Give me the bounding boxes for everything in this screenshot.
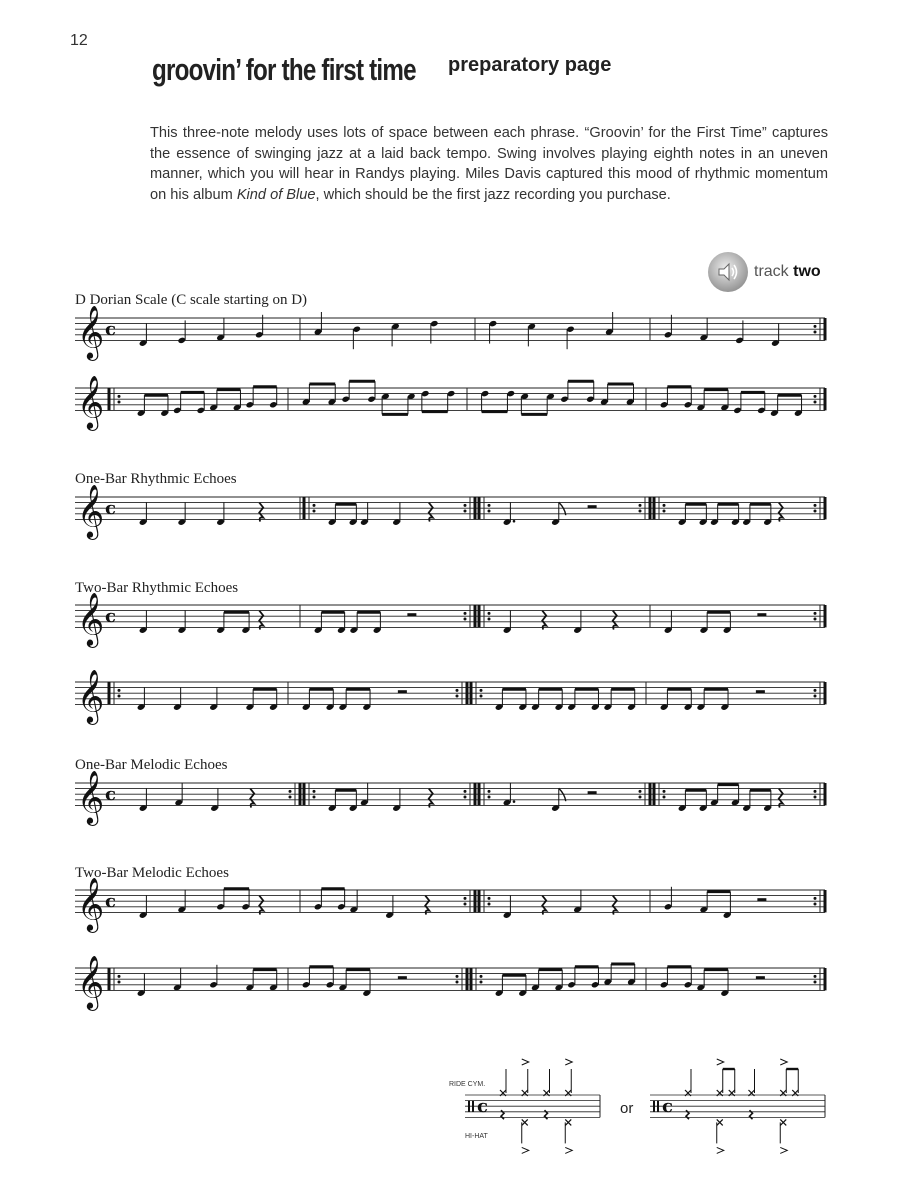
ride-cymbal-label: RIDE CYM. [449, 1081, 486, 1088]
common-time-symbol: c [105, 498, 116, 520]
quarter-rest [425, 896, 429, 915]
repeat-dot [814, 790, 817, 793]
accent [717, 1147, 724, 1153]
repeat-dot [313, 510, 316, 513]
repeat-dot [118, 401, 121, 404]
repeat-dot [814, 689, 817, 692]
half-rest [756, 690, 765, 693]
page-number: 12 [70, 32, 88, 49]
repeat-dot [814, 975, 817, 978]
treble-clef-icon: 𝄞 [77, 769, 105, 824]
intro-text-1: This three-note melody uses lots of space between each phrase. “Groovin’ for the First Time” captures the essence of swinging jazz at a laid back tempo. Swing involves playing eighth notes in an uneven manner, which you will hear in Randys playing. Miles Davis captured this mood of rhythmic momentum on his album [150, 125, 828, 203]
repeat-dot [488, 618, 491, 621]
accent [717, 1059, 724, 1065]
track-word: track [754, 263, 789, 280]
repeat-dot [814, 796, 817, 799]
repeat-dot [464, 612, 467, 615]
repeat-dot [480, 695, 483, 698]
repeat-dot [480, 981, 483, 984]
flag [559, 788, 566, 801]
quarter-rest [613, 896, 617, 915]
common-time-symbol: c [477, 1096, 488, 1118]
accent [522, 1059, 529, 1065]
repeat-dot [464, 504, 467, 507]
half-rest [757, 898, 766, 901]
quarter-rest [779, 503, 783, 522]
repeat-dot [488, 612, 491, 615]
half-rest [398, 976, 407, 979]
treble-clef-icon: 𝄞 [77, 374, 105, 429]
quarter-rest [542, 611, 546, 630]
section-title-dorian-scale: D Dorian Scale (C scale starting on D) [75, 292, 308, 308]
repeat-dot [814, 395, 817, 398]
repeat-dot [814, 897, 817, 900]
accent [780, 1059, 787, 1065]
repeat-dot [814, 695, 817, 698]
repeat-dot [488, 903, 491, 906]
repeat-dot [118, 981, 121, 984]
intro-text-2: , which should be the first jazz recording you purchase. [315, 186, 671, 203]
hi-hat-note [717, 1119, 723, 1125]
flag [559, 502, 566, 515]
repeat-dot [464, 796, 467, 799]
or-text: or [620, 1100, 634, 1117]
half-rest [756, 976, 765, 979]
repeat-dot [663, 796, 666, 799]
repeat-dot [814, 981, 817, 984]
hi-hat-note [780, 1119, 786, 1125]
repeat-dot [456, 975, 459, 978]
repeat-dot [488, 504, 491, 507]
dot [513, 800, 516, 803]
repeat-dot [639, 790, 642, 793]
quarter-rest [429, 789, 433, 808]
repeat-dot [488, 897, 491, 900]
section-title-two-bar-melodic: Two-Bar Melodic Echoes [75, 865, 229, 881]
quarter-rest [429, 503, 433, 522]
repeat-dot [488, 510, 491, 513]
treble-clef-icon: 𝄞 [77, 483, 105, 538]
repeat-dot [289, 790, 292, 793]
repeat-dot [289, 796, 292, 799]
repeat-dot [639, 796, 642, 799]
treble-clef-icon: 𝄞 [77, 954, 105, 1009]
quarter-rest [542, 896, 546, 915]
accent [522, 1147, 529, 1153]
treble-clef-icon: 𝄞 [77, 304, 105, 359]
dot [513, 520, 516, 523]
repeat-dot [480, 689, 483, 692]
section-title-one-bar-melodic: One-Bar Melodic Echoes [75, 757, 228, 773]
accent [565, 1147, 572, 1153]
repeat-dot [118, 689, 121, 692]
repeat-dot [313, 796, 316, 799]
subtitle-text: preparatory page [448, 54, 612, 76]
quarter-rest [779, 789, 783, 808]
repeat-dot [639, 510, 642, 513]
half-rest [757, 613, 766, 616]
repeat-dot [814, 618, 817, 621]
repeat-dot [118, 975, 121, 978]
quarter-rest [259, 503, 263, 522]
common-time-symbol: c [662, 1096, 673, 1118]
repeat-dot [464, 897, 467, 900]
common-time-symbol: c [105, 319, 116, 341]
common-time-symbol: c [105, 891, 116, 913]
section-title-one-bar-rhythmic: One-Bar Rhythmic Echoes [75, 471, 237, 487]
repeat-dot [814, 612, 817, 615]
repeat-dot [480, 975, 483, 978]
repeat-dot [464, 790, 467, 793]
hi-hat-label: HI-HAT [465, 1133, 488, 1140]
quarter-rest [250, 789, 254, 808]
section-title-two-bar-rhythmic: Two-Bar Rhythmic Echoes [75, 580, 239, 596]
hi-hat-note [565, 1119, 571, 1125]
repeat-dot [814, 331, 817, 334]
quarter-rest [613, 611, 617, 630]
repeat-dot [639, 504, 642, 507]
repeat-dot [814, 401, 817, 404]
repeat-dot [118, 395, 121, 398]
half-rest [588, 505, 597, 508]
treble-clef-icon: 𝄞 [77, 876, 105, 931]
album-title: Kind of Blue [236, 186, 316, 203]
repeat-dot [464, 903, 467, 906]
repeat-dot [464, 510, 467, 513]
repeat-dot [456, 695, 459, 698]
track-number: two [793, 263, 821, 280]
repeat-dot [663, 504, 666, 507]
repeat-dot [456, 981, 459, 984]
hi-hat-note [522, 1119, 528, 1125]
common-time-symbol: c [105, 784, 116, 806]
repeat-dot [118, 695, 121, 698]
repeat-dot [313, 790, 316, 793]
treble-clef-icon: 𝄞 [77, 668, 105, 723]
quarter-rest [259, 896, 263, 915]
treble-clef-icon: 𝄞 [77, 591, 105, 646]
repeat-dot [464, 618, 467, 621]
repeat-dot [814, 903, 817, 906]
repeat-dot [488, 790, 491, 793]
title-text: groovin’ for the first time [152, 52, 416, 87]
repeat-dot [663, 790, 666, 793]
repeat-dot [814, 510, 817, 513]
accent [565, 1059, 572, 1065]
repeat-dot [814, 504, 817, 507]
repeat-dot [663, 510, 666, 513]
repeat-dot [488, 796, 491, 799]
repeat-dot [456, 689, 459, 692]
repeat-dot [814, 325, 817, 328]
half-rest [588, 791, 597, 794]
accent [780, 1147, 787, 1153]
quarter-rest [259, 611, 263, 630]
half-rest [407, 613, 416, 616]
repeat-dot [313, 504, 316, 507]
half-rest [398, 690, 407, 693]
common-time-symbol: c [105, 606, 116, 628]
